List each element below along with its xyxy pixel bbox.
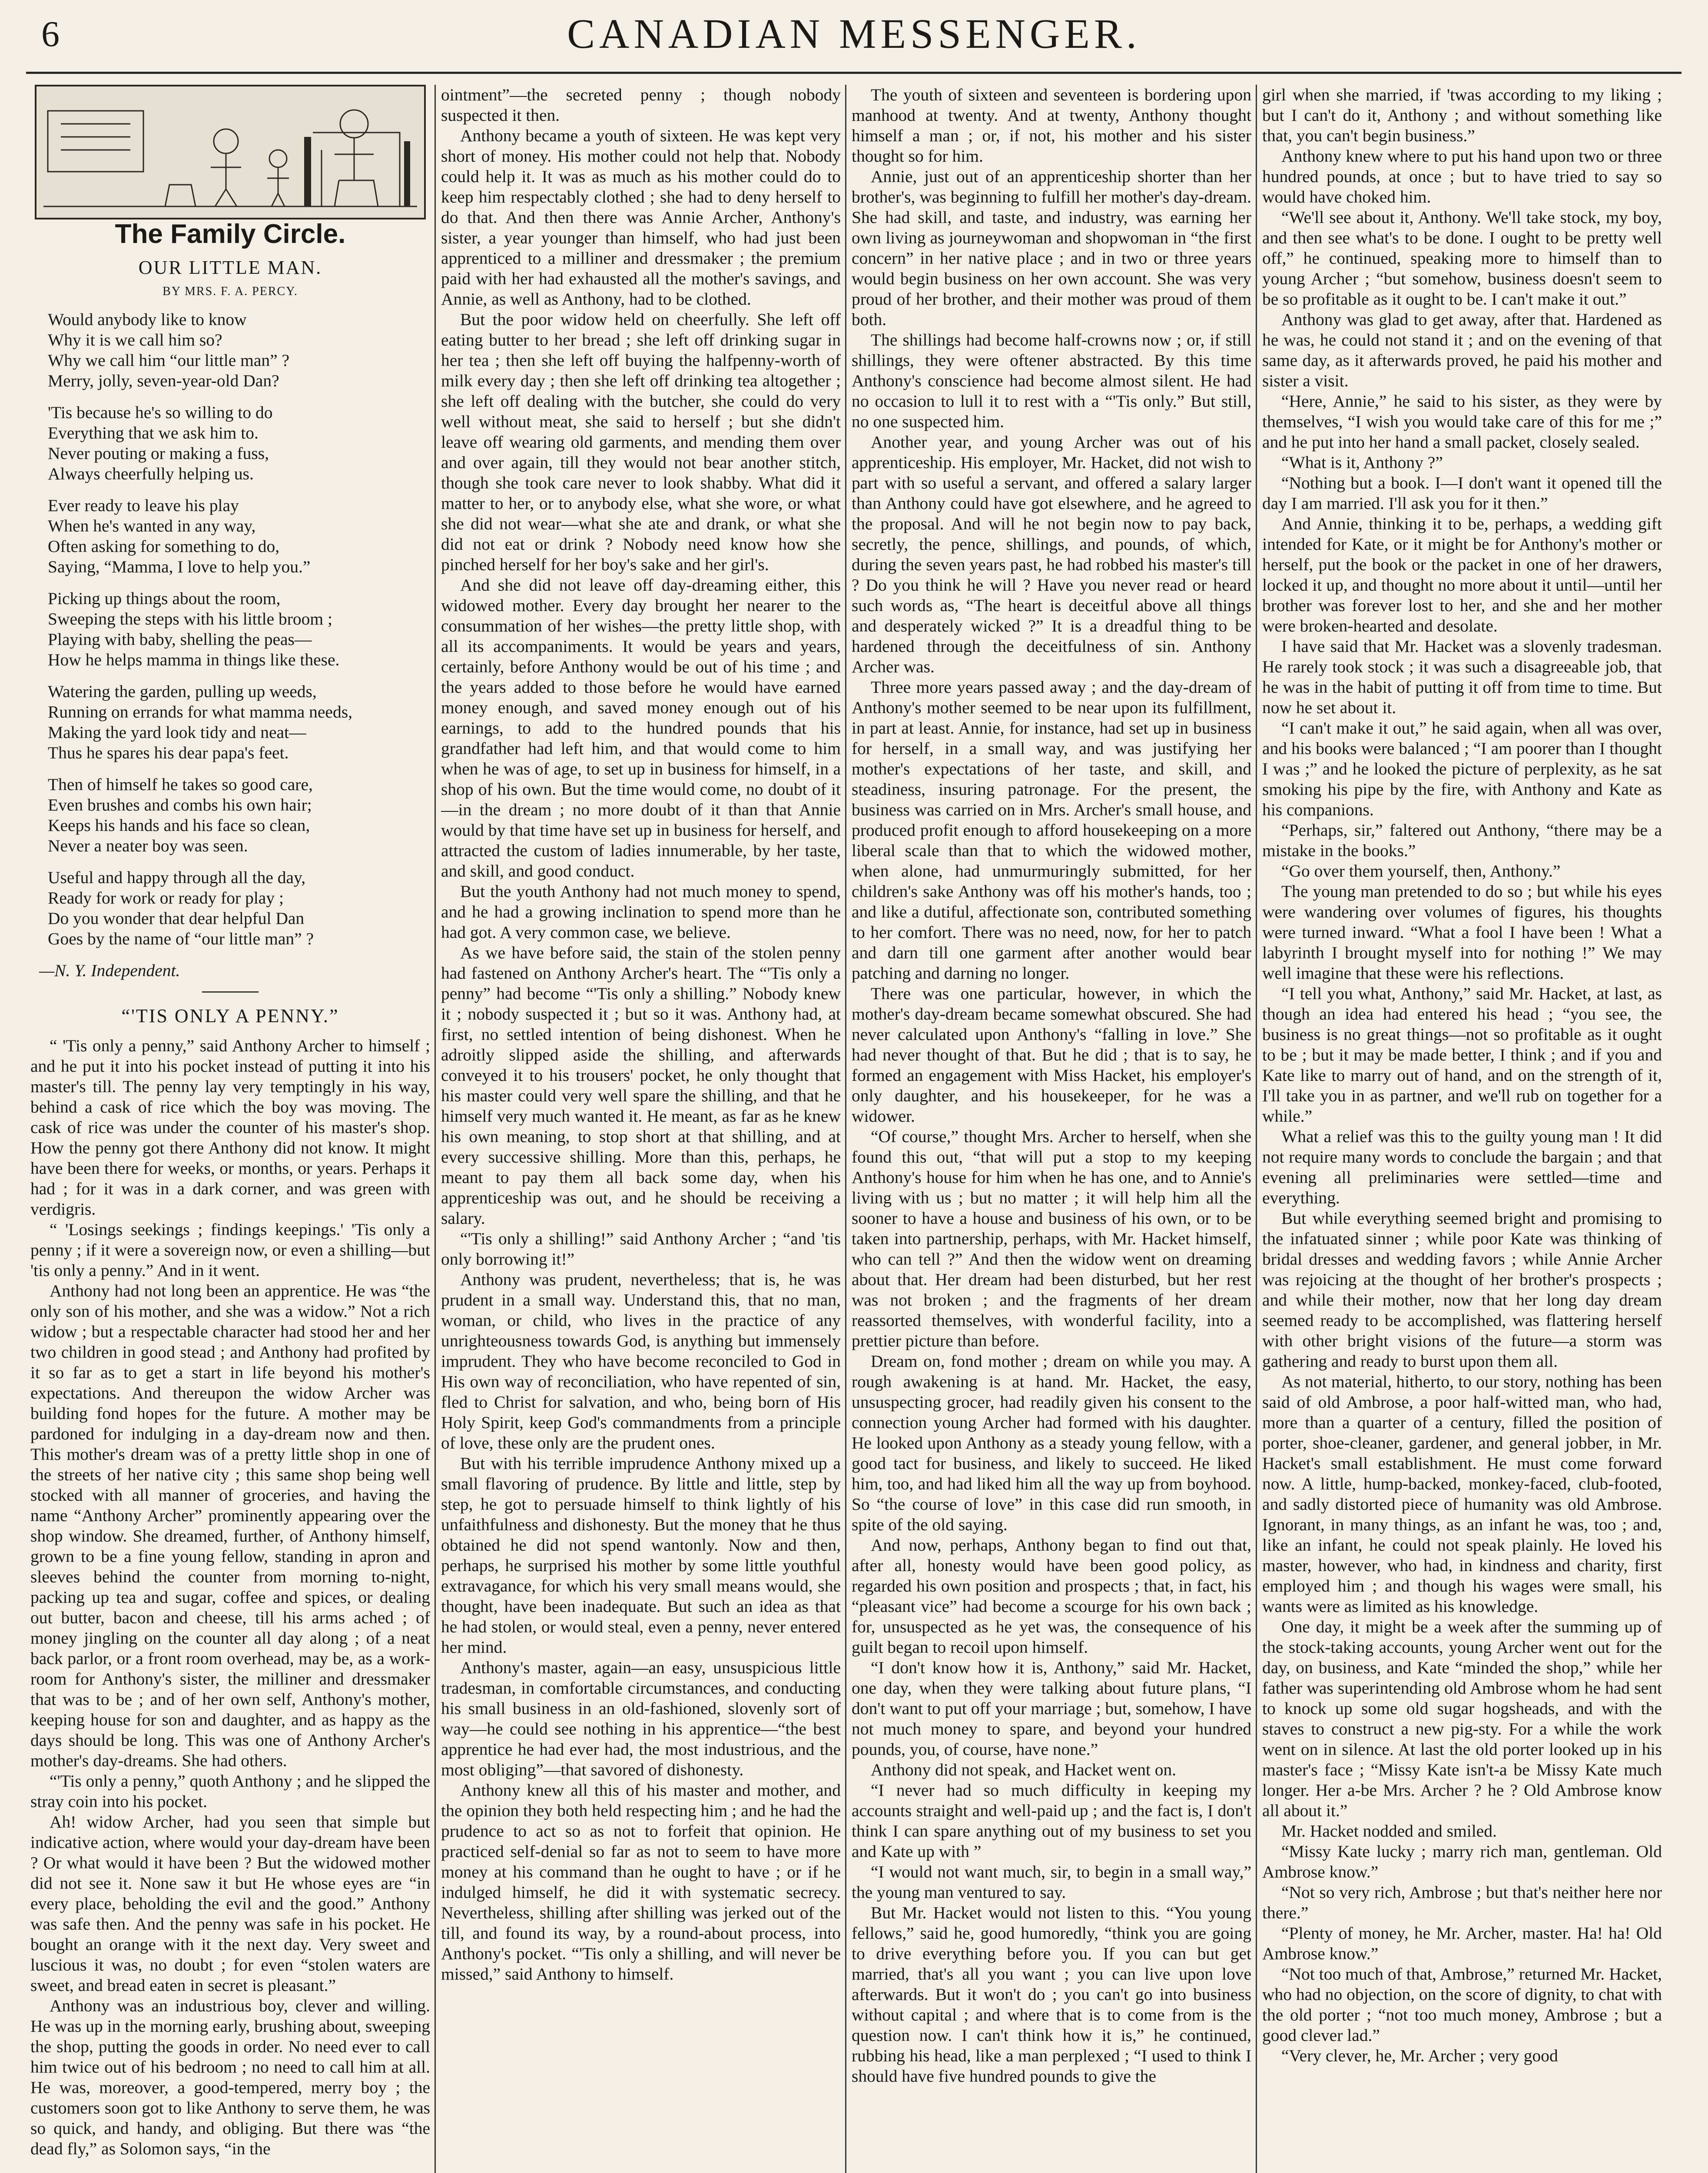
poem-stanza [48, 309, 430, 391]
poem-stanza [48, 867, 430, 949]
paragraph: “'Tis only a penny,” quoth Anthony ; and he slipped the stray coin into his pocket. [30, 1771, 430, 1811]
story-col1 [30, 1036, 430, 2159]
paragraph: “Very clever, he, Mr. Archer ; very good [1281, 2046, 1558, 2065]
paragraph: Three more years passed away ; and the day-dream of Anthony's mother seemed to be near upon its fulfillment, in part at least. Annie, for instance, had set up in business for herself, in a small way, and was justifying her mother's expectations of her taste, and skill, and steadiness, insuring patronage. For the present, the business was carried on in Mrs. Archer's small house, and produced profit enough to afford housekeeping on a more liberal scale than that to which the widowed mother, when alone, had unmurmuringly submitted, for her children's sake Anthony was off his mother's hands, too ; and like a dutiful, affectionate son, contributed something to her comfort. There was no need, now, for her to patch and darn till one garment after another would bear patching and darning no longer. [852, 678, 1251, 983]
poem-line: Watering the garden, pulling up weeds, [48, 682, 317, 701]
paragraph: “Go over them yourself, then, Anthony.” [1281, 861, 1561, 880]
paragraph: Anthony had not long been an apprentice. He was “the only son of his mother, and she was a widow.” Not a rich widow ; but a respectable character had stood her and her two children in good stead ; and Anthony had profited by it so far as to get a start in life beyond his mother's expectations. And thereupon the widow Archer was building fond hopes for the future. A mother may be pardoned for indulging in a day-dream now and then. This mother's dream was of a pretty little shop in one of the streets of her native city ; this same shop being well stocked with all manner of groceries, and having the name “Anthony Archer” prominently appearing over the shop window. She dreamed, further, of Anthony himself, grown to be a fine young fellow, standing in apron and sleeves behind the counter from morning to-night, packing up tea and sugar, coffee and spices, or dealing out butter, bacon and cheese, till his arms ached ; of money jingling on the counter all day along ; of a neat back parlor, or a front room overhead, may be, as a work-room for Anthony's sister, the milliner and dressmaker that was to be ; and of her own self, Anthony's mother, keeping house for son and daughter, and as happy as the days should be long. This was one of Anthony Archer's mother's day-dreams. She had others. [30, 1281, 430, 1770]
masthead [0, 0, 1708, 65]
paragraph: As we have before said, the stain of the stolen penny had fastened on Anthony Archer's heart. The “'Tis only a penny” had become “'Tis only a shilling.” Nobody knew it ; nobody suspected it ; but so it was. Anthony had, at first, no settled intention of being dishonest. When he adroitly slipped aside the shilling, and afterwards conveyed it to his trousers' pocket, he only thought that his master could very well spare the shilling, and that he himself very much wanted it. He meant, as far as he knew his own meaning, to stop short at that shilling, and at every successive shilling. More than this, perhaps, he meant to pay them all back some day, when his apprenticeship was out, and he should be receiving a salary. [441, 943, 841, 1228]
poem-line: Everything that we ask him to. [48, 423, 259, 442]
column-divider [1256, 85, 1257, 2173]
poem-line: Then of himself he takes so good care, [48, 775, 313, 794]
paragraph: Anthony became a youth of sixteen. He was kept very short of money. His mother could not help that. Nobody could help it. It was as much as his mother could do to keep him respectably clothed ; she had to deny herself to do that. And then there was Annie Archer, Anthony's sister, a year younger than himself, who had just been apprenticed to a milliner and dressmaker ; the premium paid with her had exhausted all the mother's savings, and Annie, as well as Anthony, had to be clothed. [441, 126, 841, 309]
paragraph: “Not so very rich, Ambrose ; but that's neither here nor there.” [1262, 1883, 1662, 1922]
paragraph: One day, it might be a week after the summing up of the stock-taking accounts, young Archer went out for the day, on business, and Kate “minded the shop,” while her father was superintending old Ambrose whom he had sent to knock up some old sugar hogsheads, and with the staves to construct a new pig-sty. For a while the work went on in silence. At last the old porter looked up in his master's face ; “Missy Kate isn't-a be Missy Kate much longer. Her a-be Mrs. Archer ? he ? Old Ambrose know all about it.” [1262, 1617, 1662, 1820]
poem-line: Useful and happy through all the day, [48, 868, 306, 887]
paragraph: Anthony's master, again—an easy, unsuspicious little tradesman, in comfortable circumstances, and conducting his small business in an old-fashioned, slovenly sort of way—he could see nothing in his apprentice—“the best apprentice he had ever had, the most industrious, and the most obliging”—that savored of dishonesty. [441, 1658, 841, 1779]
paragraph: The young man pretended to do so ; but while his eyes were wandering over volumes of figures, his thoughts were turned inward. “What a fool I have been ! What a labyrinth I brought myself into for nothing !” We may well imagine that these were his reflections. [1262, 882, 1662, 983]
masthead-rule [26, 72, 1681, 74]
poem-line: Merry, jolly, seven-year-old Dan? [48, 371, 279, 390]
paragraph: ointment”—the secreted penny ; though nobody suspected it then. [441, 85, 841, 125]
paragraph: But while everything seemed bright and promising to the infatuated sinner ; while poor Kate was thinking of bridal dresses and wedding favors ; while Annie Archer was rejoicing at the thought of her brother's prospects ; and while their mother, now that her long day dream seemed ready to be accomplished, was flattering herself with other bright visions of the future—a storm was gathering and ready to burst upon them all. [1262, 1209, 1662, 1371]
poem-line: Would anybody like to know [48, 310, 247, 329]
poem-body [30, 309, 430, 949]
paragraph: As not material, hitherto, to our story, nothing has been said of old Ambrose, a poor half-witted man, who had, more than a quarter of a century, filled the position of porter, shoe-cleaner, gardener, and general jobber, in Mr. Hacket's small establishment. He must come forward now. A little, hump-backed, monkey-faced, club-footed, and sadly distorted piece of humanity was old Ambrose. Ignorant, in many things, as an infant he was, too ; and, like an infant, he could not speak plainly. He loved his master, however, who had, in kindness and charity, first employed him ; and though his wages were small, his wants were as limited as his knowledge. [1262, 1372, 1662, 1616]
poem-stanza [48, 402, 430, 484]
paragraph: “ 'Losings seekings ; findings keepings.' 'Tis only a penny ; if it were a sovereign now, or even a shilling—but 'tis only a penny.” And in it went. [30, 1220, 430, 1280]
family-circle-engraving [35, 85, 426, 219]
column-divider [845, 85, 846, 2173]
paragraph: But Mr. Hacket would not listen to this. “You young fellows,” said he, good humoredly, “think you are going to drive everything before you. If you can but get married, that's all you want ; you can live upon love afterwards. But it won't do ; you can't go into business without capital ; and where that is to come from is the question now. I can't think how it is,” he continued, rubbing his head, like a man perplexed ; “I used to think I should have five hundred pounds to give the [852, 1903, 1251, 2086]
poem-line: Why we call him “our little man” ? [48, 351, 290, 370]
poem-line: Always cheerfully helping us. [48, 464, 254, 483]
poem-line: How he helps mamma in things like these. [48, 650, 340, 669]
paragraph: “What is it, Anthony ?” [1281, 453, 1443, 472]
paragraph: And now, perhaps, Anthony began to find out that, after all, honesty would have been good policy, as regarded his own position and prospects ; that, in fact, his “pleasant vice” had become a scourge for his own back ; for, unsuspected as he yet was, the consequence of his guilt began to recoil upon himself. [852, 1535, 1251, 1657]
paragraph: Dream on, fond mother ; dream on while you may. A rough awakening is at hand. Mr. Hacket, the easy, unsuspecting grocer, had readily given his consent to the connection young Archer had formed with his daughter. He looked upon Anthony as a steady young fellow, with a good tact for business, and likely to succeed. He liked him, too, and had liked him all the way up from boyhood. So “the course of love” in this case did run smooth, in spite of the old saying. [852, 1352, 1251, 1534]
poem-line: Making the yard look tidy and neat— [48, 723, 306, 742]
poem-line: Picking up things about the room, [48, 589, 281, 608]
paragraph: Anthony knew all this of his master and mother, and the opinion they both held respecting him ; and he had the prudence to act so as not to forfeit that opinion. He practiced self-denial so far as not to seem to have more money at his command than he ought to have ; or if he indulged himself, he did it with systematic secrecy. Nevertheless, shilling after shilling was jerked out of the till, and found its way, by a round-about process, into Anthony's pocket. “'Tis only a shilling, and will never be missed,” said Anthony to himself. [441, 1781, 841, 1984]
page-number: 6 [41, 14, 60, 54]
column-4 [1262, 85, 1662, 2173]
paragraph: But the youth Anthony had not much money to spend, and he had a growing inclination to spend more than he had got. A very common case, we believe. [441, 882, 841, 942]
poem-attribution: —N. Y. Independent. [39, 961, 180, 980]
paragraph: Anthony knew where to put his hand upon two or three hundred pounds, at once ; but to have tried to say so would have choked him. [1262, 146, 1662, 206]
paragraph: I have said that Mr. Hacket was a slovenly tradesman. He rarely took stock ; it was such a disagreeable job, that he was in the habit of putting it off from time to time. But now he set about it. [1262, 637, 1662, 717]
paragraph: And she did not leave off day-dreaming either, this widowed mother. Every day brought her nearer to the consummation of her wishes—the pretty little shop, with all its accompaniments. It would be years and years, certainly, before Anthony would be out of his time ; and the years added to those before he would have earned money enough, and saved money enough out of his earnings, to add to the hundred pounds that his grandfather had left him, and that would come to him when he was of age, to set up in business for himself, in a shop of his own. But the time would come, no doubt of it—in the dream ; no more doubt of it than that Annie would by that time have set up in business for herself, and attracted the custom of ladies innumerable, by her taste, and skill, and good conduct. [441, 575, 841, 880]
paragraph: “Not too much of that, Ambrose,” returned Mr. Hacket, who had no objection, on the score of dignity, to chat with the old porter ; “not too much money, Ambrose ; but a good clever lad.” [1262, 1964, 1662, 2045]
poem-line: Ready for work or ready for play ; [48, 888, 284, 907]
column-divider [434, 85, 436, 2173]
paragraph: “Here, Annie,” he said to his sister, as they were by themselves, “I wish you would take care of this for me ;” and he put into her hand a small packet, closely sealed. [1262, 392, 1662, 452]
column-1 [30, 85, 430, 2173]
poem-title: OUR LITTLE MAN. [138, 257, 322, 278]
paragraph: The youth of sixteen and seventeen is bordering upon manhood at twenty. And at twenty, Anthony thought himself a man ; or, if not, his mother and his sister thought so for him. [852, 85, 1251, 166]
paragraph: Anthony did not speak, and Hacket went on. [871, 1760, 1177, 1779]
poem-line: Keeps his hands and his face so clean, [48, 816, 310, 835]
poem-line: Sweeping the steps with his little broom ; [48, 609, 332, 628]
paragraph: Anthony was prudent, nevertheless; that is, he was prudent in a small way. Understand this, that no man, woman, or child, who lives in the practice of any unrighteousness towards God, is anything but immensely imprudent. They who have become reconciled to God in His own way of reconciliation, who have repented of sin, fled to Christ for salvation, and who, being born of His Holy Spirit, keep God's commandments from a principle of love, these only are the prudent ones. [441, 1270, 841, 1452]
poem-line: Never pouting or making a fuss, [48, 444, 269, 463]
paragraph: Annie, just out of an apprenticeship shorter than her brother's, was beginning to fulfill her mother's day-dream. She had skill, and taste, and industry, was earning her own living as journeywoman and shopwoman in “the first concern” in her native place ; and in two or three years would begin business on her own account. She was very proud of her brother, and their mother was proud of them both. [852, 167, 1251, 329]
column-3 [852, 85, 1251, 2173]
paragraph: “ 'Tis only a penny,” said Anthony Archer to himself ; and he put it into his pocket instead of putting it into his master's till. The penny lay very temptingly in his way, behind a cask of rice which the boy was moving. The cask of rice was under the counter of his master's shop. How the penny got there Anthony did not know. It might have been there for weeks, or months, or years. Perhaps it had ; for it was in a dark corner, and was green with verdigris. [30, 1036, 430, 1219]
paragraph: “We'll see about it, Anthony. We'll take stock, my boy, and then see what's to be done. I ought to be pretty well off,” he continued, speaking more to himself than to young Archer ; “but somehow, business doesn't seem to be so profitable as it ought to be. I can't make it out.” [1262, 208, 1662, 309]
paragraph: But the poor widow held on cheerfully. She left off eating butter to her bread ; she left off drinking sugar in her tea ; then she left off buying the halfpenny-worth of milk every day ; then she left off drinking tea altogether ; she left off dealing with the butcher, she could do very well without meat, she said to herself ; but she didn't leave off wearing old garments, and mending them over and over again, till they would not bear another stitch, though she took care never to look shabby. What did it matter to her, or to anybody else, what she wore, or what she did not wear—what she ate and drank, or what she did not eat or drink ? Nobody need know how she pinched herself for her boy's sake and her girl's. [441, 310, 841, 574]
poem-stanza [48, 774, 430, 856]
paragraph: Another year, and young Archer was out of his apprenticeship. His employer, Mr. Hacket, did not wish to part with so useful a servant, and offered a salary larger than Anthony could have got elsewhere, and he agreed to the proposal. And will he not begin now to pay back, secretly, the pence, shillings, and pounds, of which, during the seven years past, he had robbed his master's till ? Do you think he will ? Have you never read or heard such words as, “The heart is deceitful above all things and desperately wicked ?” It is a dreadful thing to be hardened through the deceitfulness of sin. Anthony Archer was. [852, 432, 1251, 676]
paragraph: And Annie, thinking it to be, perhaps, a wedding gift intended for Kate, or it might be for Anthony's mother or herself, put the book or the packet in one of her drawers, locked it up, and thought no more about it until—until her brother was forever lost to her, and she and her mother were broken-hearted and desolate. [1262, 514, 1662, 635]
paragraph: Anthony was an industrious boy, clever and willing. He was up in the morning early, brushing about, sweeping the shop, putting the goods in order. No need ever to call him twice out of his bedroom ; no need to call him at all. He was, moreover, a good-tempered, merry boy ; the customers soon got to like Anthony to serve them, he was so quick, and handy, and obliging. But there was “the dead fly,” as Solomon says, “in the [30, 1996, 430, 2158]
poem-line: Never a neater boy was seen. [48, 836, 248, 855]
poem-line: Why it is we call him so? [48, 330, 222, 349]
paragraph: “I never had so much difficulty in keeping my accounts straight and well-paid up ; and the fact is, I don't think I can spare anything out of my business to set you and Kate up with ” [852, 1781, 1251, 1861]
poem-line: Running on errands for what mamma needs, [48, 702, 352, 721]
paragraph: “'Tis only a shilling!” said Anthony Archer ; “and 'tis only borrowing it!” [441, 1229, 841, 1269]
paragraph: “Nothing but a book. I—I don't want it opened till the day I am married. I'll ask you for it then.” [1262, 473, 1662, 513]
poem-line: Goes by the name of “our little man” ? [48, 929, 314, 948]
paragraph: “Plenty of money, he Mr. Archer, master. Ha! ha! Old Ambrose know.” [1262, 1924, 1662, 1963]
paragraph: But with his terrible imprudence Anthony mixed up a small flavoring of prudence. By little and little, step by step, he got to persuade himself to think lightly of his unfaithfulness and dishonesty. But the money that he thus obtained he did not spend wantonly. Now and then, perhaps, he surprised his mother by some little youthful extravagance, for which his very small means would, she thought, have been inadequate. But such an idea as that he had stolen, or would steal, even a penny, never entered her mind. [441, 1454, 841, 1657]
paragraph: What a relief was this to the guilty young man ! It did not require many words to conclude the bargain ; and that evening all preliminaries were settled—time and everything. [1262, 1127, 1662, 1207]
poem-line: Saying, “Mamma, I love to help you.” [48, 557, 311, 576]
poem-line: 'Tis because he's so willing to do [48, 403, 273, 422]
section-divider [202, 991, 259, 993]
poem-line: Even brushes and combs his own hair; [48, 795, 312, 814]
paragraph: “Perhaps, sir,” faltered out Anthony, “there may be a mistake in the books.” [1262, 821, 1662, 860]
poem-line: Do you wonder that dear helpful Dan [48, 909, 305, 928]
paragraph: “I don't know how it is, Anthony,” said Mr. Hacket, one day, when they were talking about future plans, “I don't want to put off your marriage ; but, somehow, I have not much money to spare, and beyond your hundred pounds, you, of course, have none.” [852, 1658, 1251, 1759]
paragraph: “Missy Kate lucky ; marry rich man, gentleman. Old Ambrose know.” [1262, 1842, 1662, 1881]
paragraph: “I can't make it out,” he said again, when all was over, and his books were balanced ; “I am poorer than I thought I was ;” and he looked the picture of perplexity, as he sat smoking his pipe by the fire, with Anthony and Kate as his companions. [1262, 718, 1662, 819]
paragraph: “I tell you what, Anthony,” said Mr. Hacket, at last, as though an idea had entered his head ; “you see, the business is no great things—not so profitable as it ought to be ; but it may be made better, I think ; and if you and Kate like to marry out of hand, and on the strength of it, I'll take you in as partner, and we'll rub on together for a while.” [1262, 984, 1662, 1126]
poem-line: When he's wanted in any way, [48, 516, 256, 535]
paragraph: Ah! widow Archer, had you seen that simple but indicative action, where would your day-dream have been ? Or what would it have been ? But the widowed mother did not see it. None saw it but He whose eyes are “in every place, beholding the evil and the good.” Anthony was safe then. And the penny was safe in his pocket. He bought an orange with it the next day. Very sweet and luscious it was, no doubt ; for even “stolen waters are sweet, and bread eaten in secret is pleasant.” [30, 1812, 430, 1995]
paragraph: “I would not want much, sir, to begin in a small way,” the young man ventured to say. [852, 1862, 1251, 1902]
column-2 [441, 85, 841, 2173]
poem-stanza [48, 588, 430, 670]
story-title: “'TIS ONLY A PENNY.” [121, 1005, 339, 1027]
paragraph: Anthony was glad to get away, after that. Hardened as he was, he could not stand it ; and on the evening of that same day, as it afterwards proved, he paid his mother and sister a visit. [1262, 310, 1662, 390]
paragraph: “Of course,” thought Mrs. Archer to herself, when she found this out, “that will put a stop to my keeping Anthony's house for him when he has one, and to Annie's living with us ; but no matter ; it will help him all the sooner to have a house and business of his own, or to be taken into partnership, perhaps, with Mr. Hacket himself, who can tell ?” And then the widow went on dreaming about that. Her dream had been disturbed, but her rest was not broken ; and the fragments of her dream reassorted themselves, with wonderful facility, into a prettier picture than before. [852, 1127, 1251, 1350]
poem-line: Often asking for something to do, [48, 537, 280, 556]
section-title: The Family Circle. [115, 219, 346, 249]
paragraph: There was one particular, however, in which the mother's day-dream became somewhat obscured. She had never calculated upon Anthony's “falling in love.” She had never thought of that. But he did ; that is to say, he formed an engagement with Miss Hacket, his employer's only daughter, and his housekeeper, for he was a widower. [852, 984, 1251, 1126]
poem-stanza [48, 495, 430, 577]
paragraph: Mr. Hacket nodded and smiled. [1281, 1821, 1497, 1841]
poem-line: Thus he spares his dear papa's feet. [48, 743, 289, 762]
poem-byline: BY MRS. F. A. PERCY. [163, 285, 298, 298]
paragraph: The shillings had become half-crowns now ; or, if still shillings, they were oftener abstracted. By this time Anthony's conscience had become almost silent. He had no occasion to lull it to rest with a “'Tis only.” But still, no one suspected him. [852, 330, 1251, 431]
poem-stanza [48, 681, 430, 763]
poem-line: Playing with baby, shelling the peas— [48, 630, 312, 649]
paper-title: CANADIAN MESSENGER. [567, 10, 1141, 57]
paragraph: girl when she married, if 'twas according to my liking ; but I can't do it, Anthony ; and without something like that, you can't begin business.” [1262, 85, 1662, 145]
poem-line: Ever ready to leave his play [48, 496, 239, 515]
